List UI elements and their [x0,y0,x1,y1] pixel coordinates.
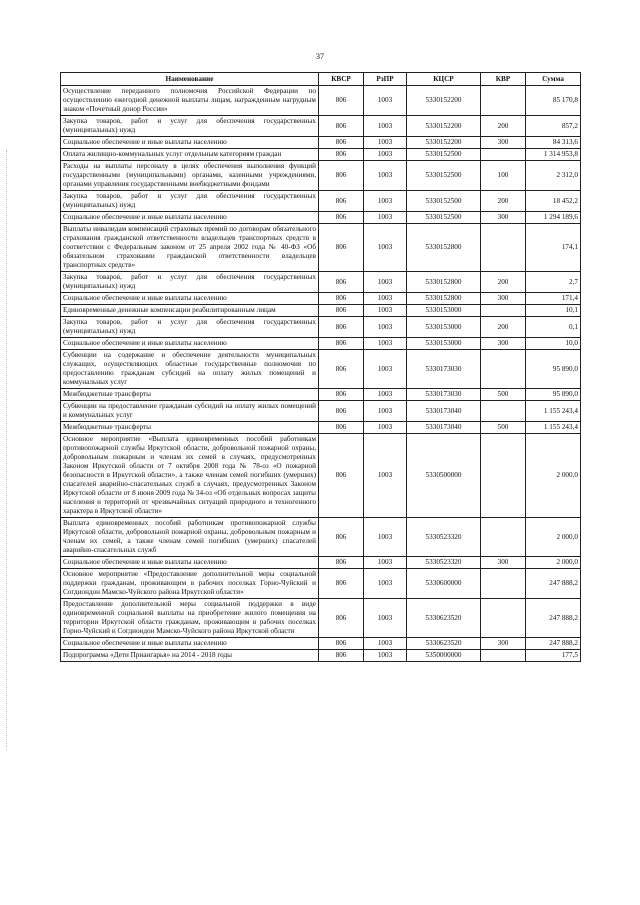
cell-kvr [481,434,526,518]
cell-name: Единовременные денежные компенсации реабилитированным лицам [61,305,319,317]
cell-kcsr: 5330152500 [407,161,481,191]
cell-kvsr: 806 [319,557,364,569]
cell-name: Социальное обеспечение и иные выплаты населению [61,338,319,350]
cell-sum: 1 155 243,4 [526,422,581,434]
cell-kcsr: 5330153000 [407,305,481,317]
cell-rzpr: 1003 [364,161,407,191]
table-row [61,224,581,272]
table-row [61,557,581,569]
cell-name: Социальное обеспечение и иные выплаты населению [61,137,319,149]
cell-kvr: 300 [481,137,526,149]
table-row [61,401,581,422]
cell-sum: 95 890,0 [526,350,581,389]
table-row [61,116,581,137]
header-kvr: КВР [481,73,526,86]
table-row [61,389,581,401]
header-kcsr: КЦСР [407,73,481,86]
cell-sum: 174,1 [526,224,581,272]
cell-kvsr: 806 [319,569,364,599]
scan-edge-mark [6,150,8,750]
cell-kvr: 200 [481,116,526,137]
cell-kcsr: 5330500000 [407,434,481,518]
cell-rzpr: 1003 [364,569,407,599]
table-row [61,518,581,557]
cell-kvsr: 806 [319,305,364,317]
cell-kvr: 300 [481,638,526,650]
cell-name: Социальное обеспечение и иные выплаты населению [61,557,319,569]
cell-kcsr: 5330152800 [407,224,481,272]
cell-kvsr: 806 [319,317,364,338]
cell-rzpr: 1003 [364,137,407,149]
cell-kcsr: 5330152500 [407,191,481,212]
cell-rzpr: 1003 [364,350,407,389]
cell-kvsr: 806 [319,212,364,224]
cell-sum: 857,2 [526,116,581,137]
cell-kvr: 300 [481,293,526,305]
cell-kvsr: 806 [319,191,364,212]
cell-rzpr: 1003 [364,86,407,116]
cell-name: Социальное обеспечение и иные выплаты населению [61,638,319,650]
cell-name: Основное мероприятие «Выплата единовременных пособий работникам противопожарной службы Иркутской области, добровольной пожарной охраны, добровольным пожарным и членам их семей в случаях, предусмотренных Законом Иркутской области от 7 октября 2008 года № 78-оз «О пожарной безопасности в Иркутской области», а также членам семей погибших (умерших) спасателей аварийно-спасательных служб в случаях, предусмотренных Законом Иркутской области от 8 июня 2009 года № 34-оз «Об отдельных вопросах защиты населения и территорий от чрезвычайных ситуаций природного и техногенного характера в Иркутской области» [61,434,319,518]
cell-kvsr: 806 [319,389,364,401]
cell-kcsr: 5350000000 [407,650,481,662]
cell-name: Выплаты инвалидам компенсаций страховых премий по договорам обязательного страхования гражданской ответственности владельцев транспортных средств в соответствии с Федеральным законом от 25 апреля 2002 года № 40-ФЗ «Об обязательном страховании гражданской ответственности владельцев транспортных средств» [61,224,319,272]
cell-sum: 247 888,2 [526,599,581,638]
cell-sum: 1 294 189,6 [526,212,581,224]
table-row [61,650,581,662]
cell-kvr: 300 [481,338,526,350]
cell-name: Субвенции на предоставление гражданам субсидий на оплату жилых помещений и коммунальных услуг [61,401,319,422]
cell-kvr [481,224,526,272]
table-row [61,350,581,389]
cell-kcsr: 5330173040 [407,422,481,434]
cell-sum: 84 313,6 [526,137,581,149]
cell-kvr [481,86,526,116]
cell-rzpr: 1003 [364,557,407,569]
table-row [61,638,581,650]
cell-sum: 10,1 [526,305,581,317]
cell-kvsr: 806 [319,224,364,272]
table-row [61,161,581,191]
cell-rzpr: 1003 [364,338,407,350]
cell-kvsr: 806 [319,401,364,422]
table-row [61,149,581,161]
cell-sum: 2 312,0 [526,161,581,191]
cell-kvr: 200 [481,191,526,212]
cell-kvr [481,350,526,389]
cell-name: Подпрограмма «Дети Приангарья» на 2014 - 2018 годы [61,650,319,662]
cell-sum: 247 888,2 [526,638,581,650]
cell-name: Расходы на выплаты персоналу в целях обеспечения выполнения функций государственными (муниципальными) органами, казенными учреждениями, органами управления государственными внебюджетными фондами [61,161,319,191]
cell-kcsr: 5330600000 [407,569,481,599]
cell-kvsr: 806 [319,137,364,149]
cell-name: Закупка товаров, работ и услуг для обеспечения государственных (муниципальных) нужд [61,191,319,212]
cell-name: Социальное обеспечение и иные выплаты населению [61,293,319,305]
cell-kvr [481,401,526,422]
cell-name: Закупка товаров, работ и услуг для обеспечения государственных (муниципальных) нужд [61,272,319,293]
cell-rzpr: 1003 [364,212,407,224]
cell-kvr: 200 [481,272,526,293]
cell-rzpr: 1003 [364,293,407,305]
table-row [61,317,581,338]
cell-name: Выплата единовременных пособий работникам противопожарной службы Иркутской области, добровольной пожарной охраны, добровольным пожарным и членам их семей, а также членам семей погибших (умерших) спасателей аварийно-спасательных служб [61,518,319,557]
table-row [61,272,581,293]
table-row [61,305,581,317]
cell-rzpr: 1003 [364,305,407,317]
cell-kcsr: 5330173030 [407,350,481,389]
table-row [61,599,581,638]
cell-sum: 2,7 [526,272,581,293]
cell-sum: 2 000,0 [526,434,581,518]
cell-kcsr: 5330623520 [407,599,481,638]
cell-kvr: 300 [481,557,526,569]
header-name: Наименование [61,73,319,86]
cell-rzpr: 1003 [364,149,407,161]
cell-rzpr: 1003 [364,317,407,338]
cell-name: Субвенции на содержание и обеспечение деятельности муниципальных служащих, осуществляющих областные государственные полномочия по предоставлению гражданам субсидий на оплату жилых помещений и коммунальных услуг [61,350,319,389]
cell-kvsr: 806 [319,161,364,191]
cell-kvsr: 806 [319,650,364,662]
cell-kcsr: 5330623520 [407,638,481,650]
cell-kvsr: 806 [319,149,364,161]
cell-kvr [481,518,526,557]
table-row [61,191,581,212]
cell-sum: 2 000,0 [526,518,581,557]
budget-table [60,72,581,662]
cell-kvr [481,305,526,317]
cell-kvr [481,599,526,638]
header-sum: Сумма [526,73,581,86]
cell-name: Основное мероприятие «Предоставление дополнительной меры социальной поддержки гражданам, проживающим в рабочих поселках Горно-Чуйский и Согдиондон Мамско-Чуйского района Иркутской области» [61,569,319,599]
cell-rzpr: 1003 [364,422,407,434]
cell-sum: 1 155 243,4 [526,401,581,422]
table-row [61,338,581,350]
cell-kcsr: 5330152200 [407,116,481,137]
page-number: 37 [316,52,324,61]
table-row [61,86,581,116]
cell-kcsr: 5330173030 [407,389,481,401]
header-rzpr: РзПР [364,73,407,86]
cell-name: Закупка товаров, работ и услуг для обеспечения государственных (муниципальных) нужд [61,116,319,137]
cell-rzpr: 1003 [364,434,407,518]
cell-kvr: 200 [481,317,526,338]
cell-name: Межбюджетные трансферты [61,389,319,401]
cell-name: Осуществление переданного полномочия Российской Федерации по осуществлению ежегодной денежной выплаты лицам, награжденным нагрудным знаком «Почетный донор России» [61,86,319,116]
cell-kcsr: 5330152200 [407,137,481,149]
cell-rzpr: 1003 [364,599,407,638]
cell-kvr [481,650,526,662]
cell-kcsr: 5330173040 [407,401,481,422]
cell-kvr: 100 [481,161,526,191]
table-row [61,422,581,434]
cell-kvr: 500 [481,389,526,401]
cell-kvsr: 806 [319,338,364,350]
cell-sum: 1 314 953,8 [526,149,581,161]
cell-kcsr: 5330153000 [407,338,481,350]
cell-sum: 171,4 [526,293,581,305]
cell-rzpr: 1003 [364,389,407,401]
cell-kvsr: 806 [319,599,364,638]
cell-rzpr: 1003 [364,116,407,137]
cell-kvr: 500 [481,422,526,434]
cell-name: Социальное обеспечение и иные выплаты населению [61,212,319,224]
table-row [61,137,581,149]
cell-kvsr: 806 [319,350,364,389]
cell-kvsr: 806 [319,434,364,518]
table-header-row [61,73,581,86]
cell-kcsr: 5330523320 [407,518,481,557]
cell-kvsr: 806 [319,422,364,434]
cell-rzpr: 1003 [364,650,407,662]
table-row [61,293,581,305]
cell-sum: 177,5 [526,650,581,662]
table-body [61,86,581,662]
cell-name: Оплата жилищно-коммунальных услуг отдельным категориям граждан [61,149,319,161]
cell-kvr [481,149,526,161]
cell-sum: 18 452,2 [526,191,581,212]
cell-kcsr: 5330152200 [407,86,481,116]
cell-kvsr: 806 [319,293,364,305]
table-row [61,434,581,518]
cell-sum: 247 888,2 [526,569,581,599]
cell-sum: 0,1 [526,317,581,338]
cell-kvsr: 806 [319,86,364,116]
cell-sum: 10,0 [526,338,581,350]
cell-name: Предоставление дополнительной меры социальной поддержки в виде единовременной социальной выплаты на приобретение жилого помещения на территории Иркутской области гражданам, проживающим в рабочих поселках Горно-Чуйский и Согдиондон Мамско-Чуйского района Иркутской области [61,599,319,638]
table-row [61,569,581,599]
cell-kcsr: 5330152500 [407,212,481,224]
cell-rzpr: 1003 [364,518,407,557]
cell-kcsr: 5330152500 [407,149,481,161]
cell-sum: 85 170,8 [526,86,581,116]
cell-kcsr: 5330523320 [407,557,481,569]
cell-kcsr: 5330153000 [407,317,481,338]
cell-name: Закупка товаров, работ и услуг для обеспечения государственных (муниципальных) нужд [61,317,319,338]
cell-rzpr: 1003 [364,638,407,650]
cell-kvsr: 806 [319,518,364,557]
cell-kvsr: 806 [319,272,364,293]
cell-rzpr: 1003 [364,401,407,422]
header-kvsr: КВСР [319,73,364,86]
cell-kvsr: 806 [319,116,364,137]
cell-kcsr: 5330152800 [407,293,481,305]
cell-name: Межбюджетные трансферты [61,422,319,434]
cell-sum: 2 000,0 [526,557,581,569]
table-row [61,212,581,224]
cell-kcsr: 5330152800 [407,272,481,293]
cell-rzpr: 1003 [364,191,407,212]
cell-sum: 95 890,0 [526,389,581,401]
cell-kvr: 300 [481,212,526,224]
cell-rzpr: 1003 [364,272,407,293]
cell-rzpr: 1003 [364,224,407,272]
cell-kvr [481,569,526,599]
cell-kvsr: 806 [319,638,364,650]
